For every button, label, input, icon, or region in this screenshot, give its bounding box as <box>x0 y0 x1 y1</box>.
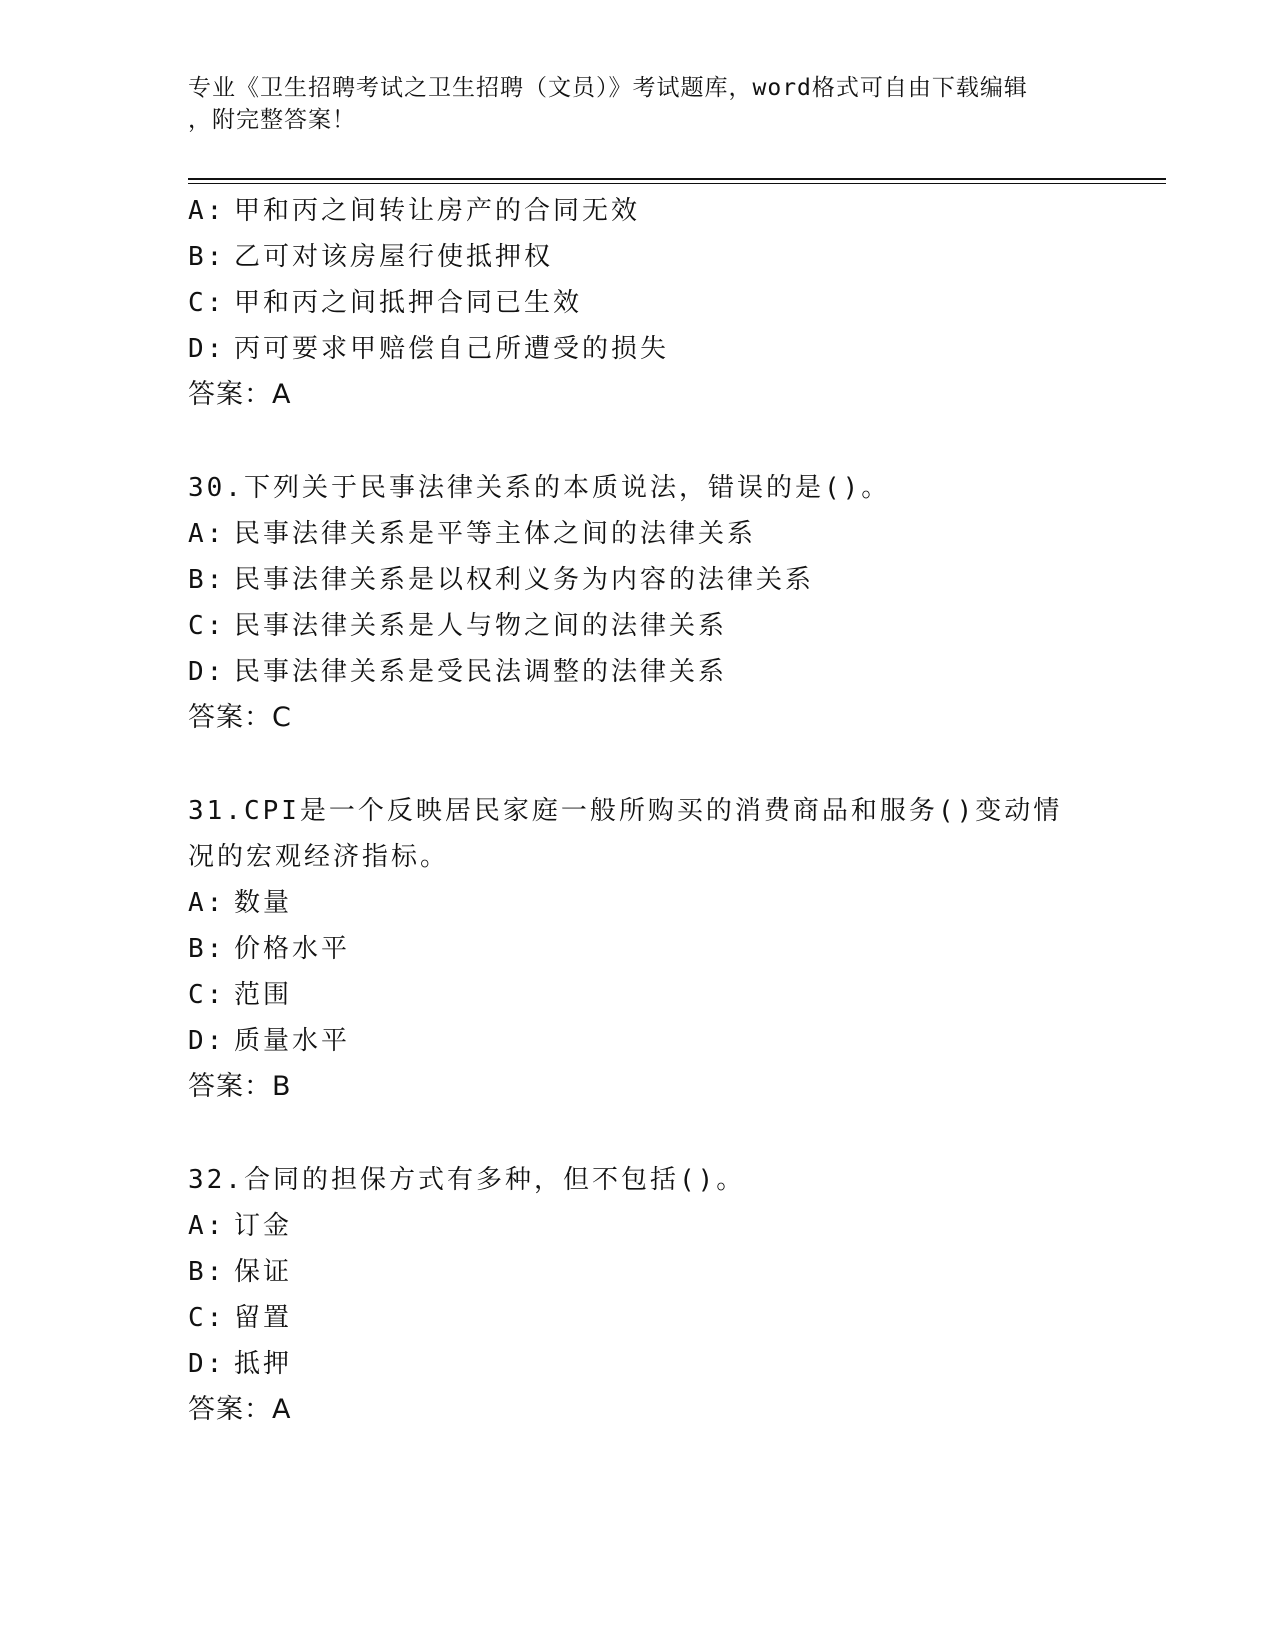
option-letter: C: <box>188 1303 226 1333</box>
option-letter: C: <box>188 611 226 641</box>
option-letter: D: <box>188 1349 226 1379</box>
option-b <box>188 557 1188 603</box>
question-block <box>188 465 1188 741</box>
question-list <box>188 188 1188 1433</box>
option-letter: A: <box>188 519 226 549</box>
option-text: 民事法律关系是受民法调整的法律关系 <box>234 657 728 687</box>
header-line-1: 专业《卫生招聘考试之卫生招聘（文员）》考试题库，word格式可自由下载编辑 <box>188 75 1028 101</box>
question-text: 30.下列关于民事法律关系的本质说法，错误的是()。 <box>188 473 891 503</box>
question-text: 32.合同的担保方式有多种，但不包括()。 <box>188 1165 746 1195</box>
option-letter: B: <box>188 242 226 272</box>
option-text: 订金 <box>234 1211 293 1241</box>
option-d <box>188 1018 1188 1064</box>
option-text: 留置 <box>234 1303 293 1333</box>
answer-line: 答案：A <box>188 379 292 410</box>
header-divider-thin <box>188 183 1166 184</box>
option-a <box>188 188 1188 234</box>
option-text: 抵押 <box>234 1349 293 1379</box>
option-letter: D: <box>188 1026 226 1056</box>
option-text: 民事法律关系是平等主体之间的法律关系 <box>234 519 757 549</box>
option-letter: A: <box>188 888 226 918</box>
option-text: 甲和丙之间转让房产的合同无效 <box>234 196 641 226</box>
option-letter: A: <box>188 1211 226 1241</box>
option-letter: B: <box>188 934 226 964</box>
question-text: 31.CPI是一个反映居民家庭一般所购买的消费商品和服务()变动情况的宏观经济指标。 <box>188 796 1063 872</box>
option-letter: A: <box>188 196 226 226</box>
option-text: 价格水平 <box>234 934 351 964</box>
option-text: 数量 <box>234 888 293 918</box>
option-a <box>188 880 1188 926</box>
option-text: 质量水平 <box>234 1026 351 1056</box>
answer-line: 答案：C <box>188 702 292 733</box>
option-c <box>188 972 1188 1018</box>
option-text: 民事法律关系是人与物之间的法律关系 <box>234 611 728 641</box>
header-divider-thick <box>188 178 1166 180</box>
option-b <box>188 1249 1188 1295</box>
option-text: 范围 <box>234 980 293 1010</box>
option-d <box>188 326 1188 372</box>
question-block <box>188 788 1188 1110</box>
option-text: 保证 <box>234 1257 293 1287</box>
option-b <box>188 926 1188 972</box>
option-a <box>188 1203 1188 1249</box>
option-c <box>188 280 1188 326</box>
option-d <box>188 1341 1188 1387</box>
answer-line: 答案：A <box>188 1394 292 1425</box>
option-letter: C: <box>188 980 226 1010</box>
option-letter: B: <box>188 565 226 595</box>
header-line-2: ，附完整答案！ <box>188 107 356 133</box>
option-b <box>188 234 1188 280</box>
document-header <box>188 72 1068 136</box>
option-letter: B: <box>188 1257 226 1287</box>
option-letter: D: <box>188 657 226 687</box>
question-block <box>188 1157 1188 1433</box>
option-c <box>188 1295 1188 1341</box>
option-text: 丙可要求甲赔偿自己所遭受的损失 <box>234 334 670 364</box>
option-text: 民事法律关系是以权利义务为内容的法律关系 <box>234 565 815 595</box>
option-text: 乙可对该房屋行使抵押权 <box>234 242 554 272</box>
option-c <box>188 603 1188 649</box>
option-text: 甲和丙之间抵押合同已生效 <box>234 288 583 318</box>
option-d <box>188 649 1188 695</box>
answer-line: 答案：B <box>188 1071 292 1102</box>
option-letter: D: <box>188 334 226 364</box>
option-a <box>188 511 1188 557</box>
option-letter: C: <box>188 288 226 318</box>
question-block <box>188 188 1188 418</box>
